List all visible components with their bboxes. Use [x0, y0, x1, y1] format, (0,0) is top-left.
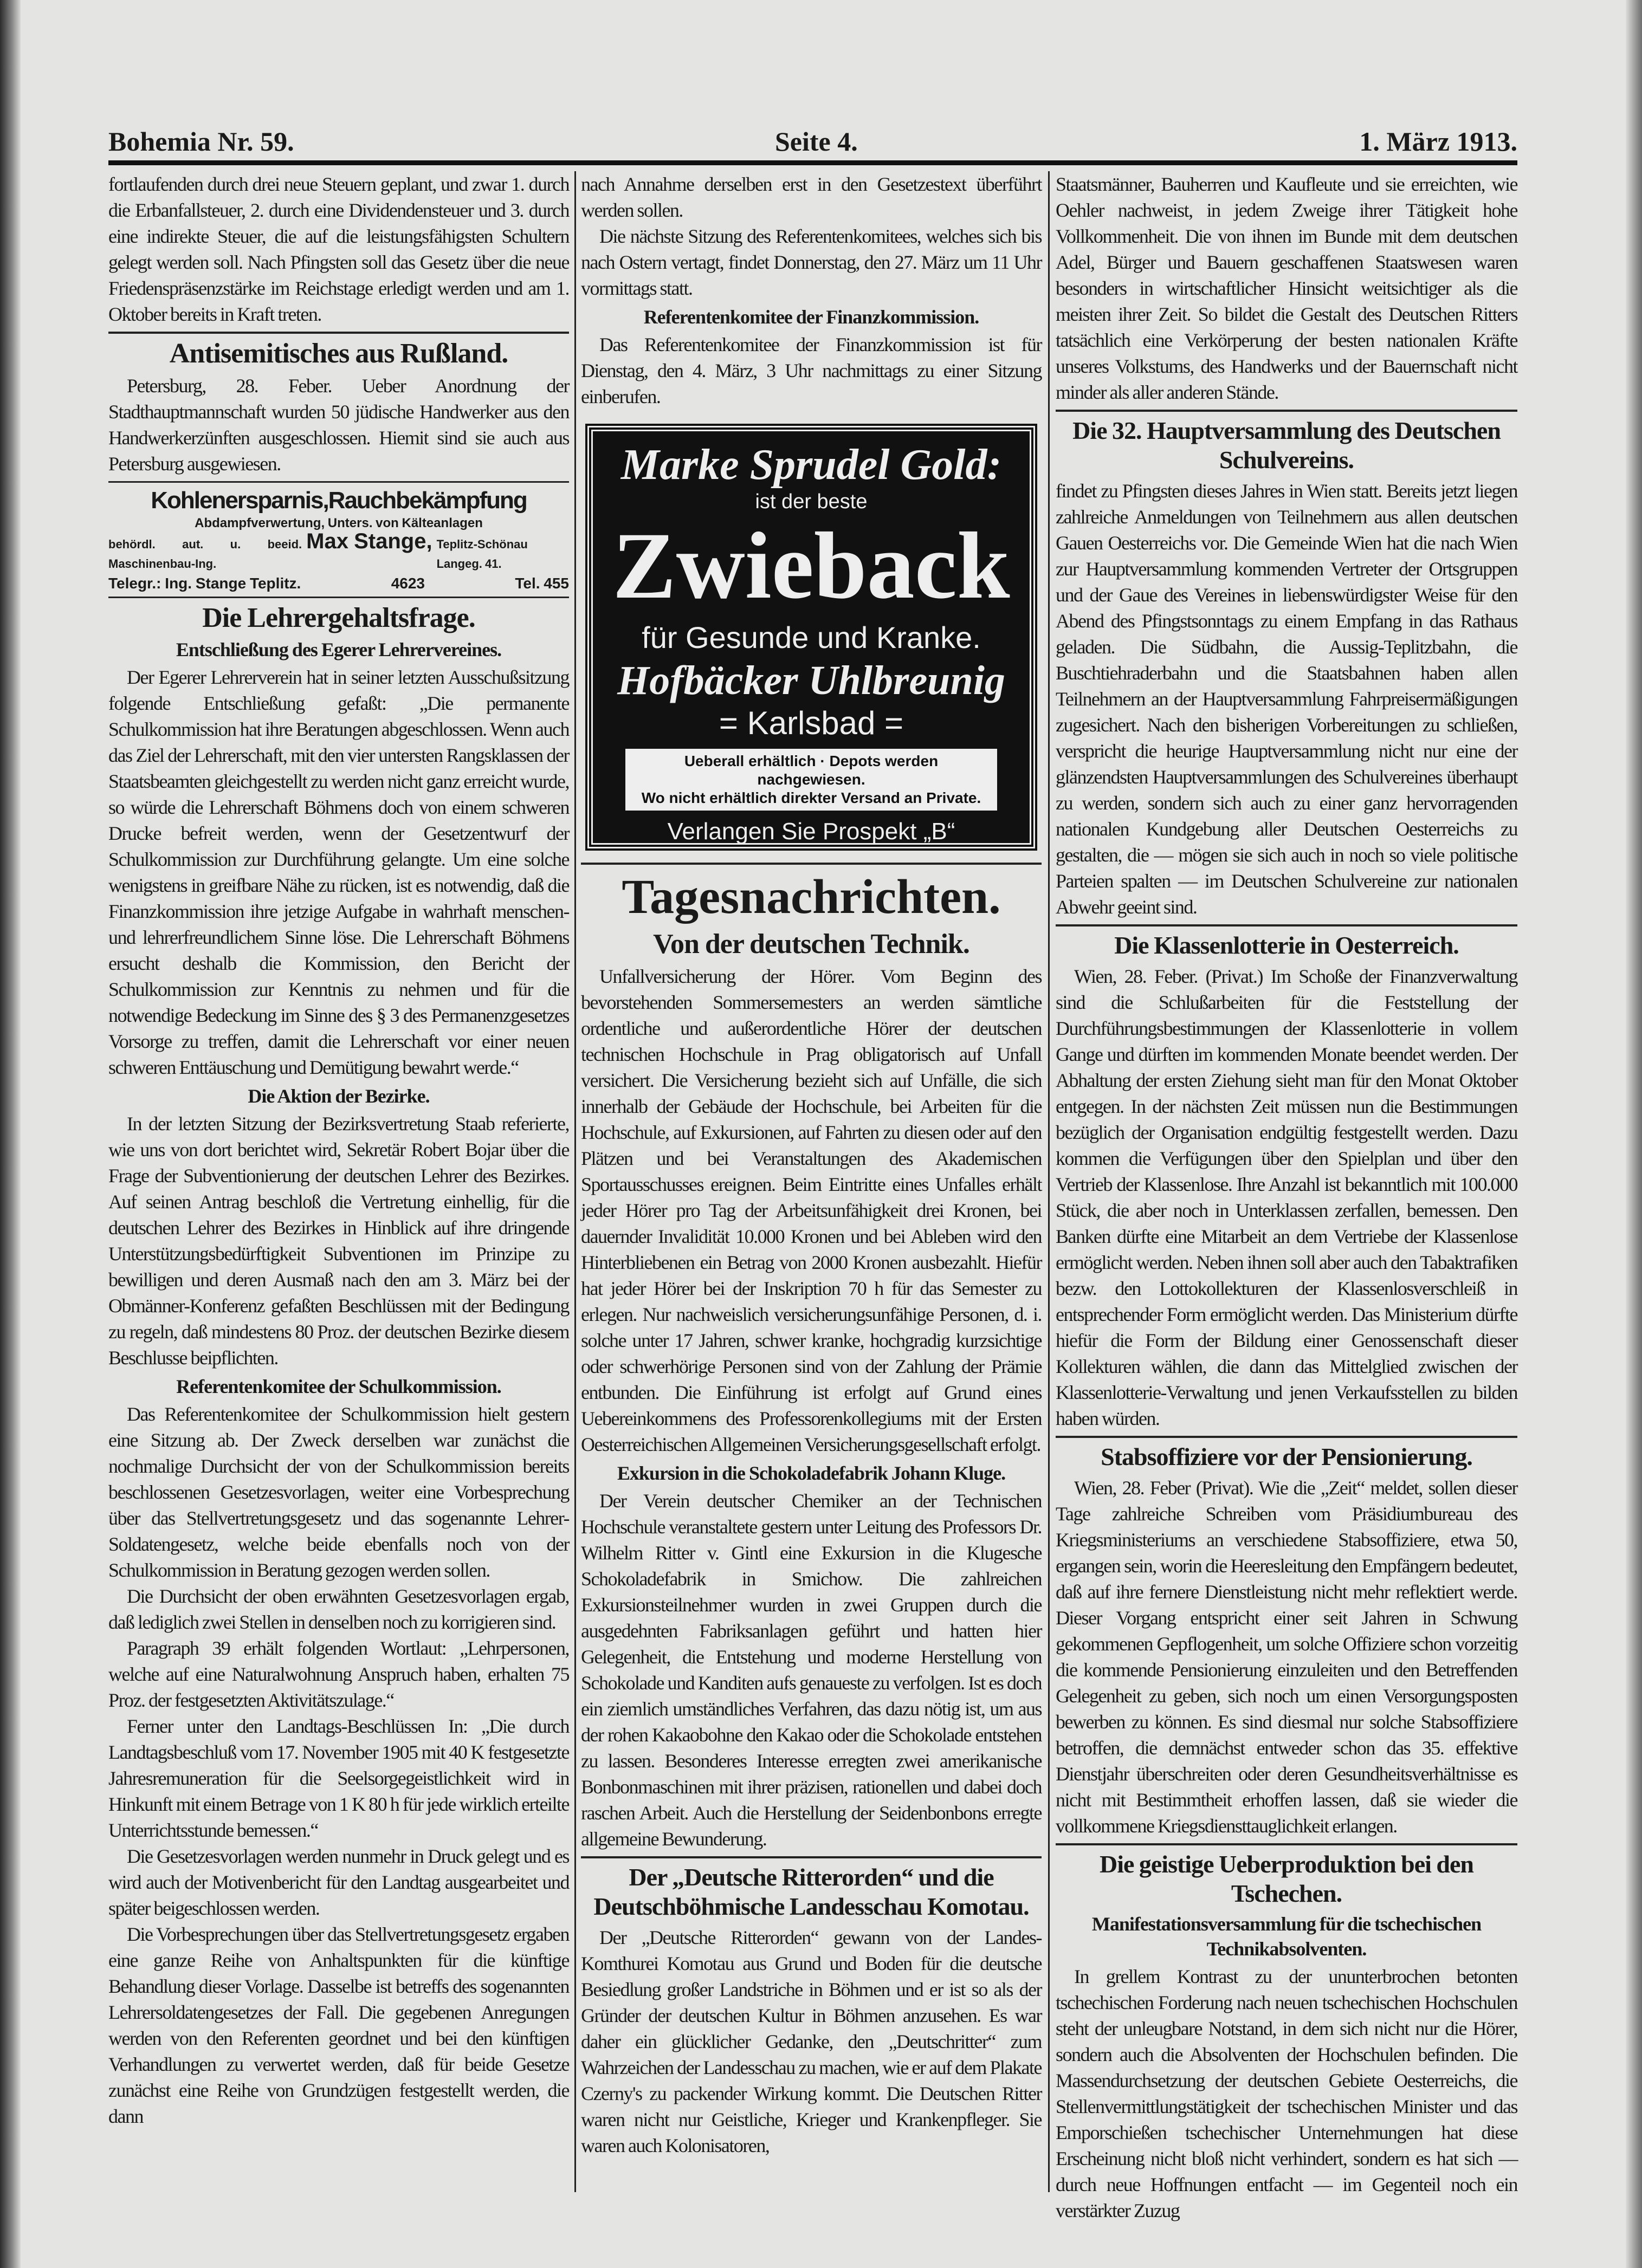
article-text: In der letzten Sitzung der Bezirksvertretung Staab referierte, wie uns von dort berichtet wird, Sekretär Robert Bojar über die Frage der Subventionierung der deutschen Lehrer des Bezirkes. Auf seinen Antrag beschloß die Vertretung einhellig, für die deutschen Lehrer des Bezirkes in Hinblick auf ihre dringende Unterstützungsbedürftigkeit Subventionen im Prinzipe zu bewilligen und deren Ausmaß nach den am 3. März bei der Obmänner-Konferenz gefaßten Beschlüssen mit der Bedingung zu regeln, daß mindestens 80 Proz. der deutschen Bezirke diesem Beschlusse beipflichten. — [108, 1113, 569, 1369]
headline: Von der deutschen Technik. — [653, 929, 969, 960]
ad-maker: Hofbäcker Uhlbreunig — [617, 658, 1005, 703]
scan-edge-right — [1626, 0, 1642, 2268]
issue-date: 1. März 1913. — [1359, 126, 1517, 157]
article-text: Ferner unter den Landtags-Beschlüssen In: „Die durch Landtagsbeschluß vom 17. November 1905 mit 40 K festgesetzte Jahresremuneration für die Seelsorgegeistlichkeit wird in Hinkunft mit einem Betrage von 1 K 80 h für jede wirklich erteilte Unterrichtsstunde bemessen.“ — [108, 1715, 569, 1841]
headline: Stabsoffiziere vor der Pensionierung. — [1101, 1443, 1472, 1470]
column-2 — [581, 171, 1042, 2159]
ad-product: Zwieback — [612, 513, 1010, 619]
ad-title: Kohlenersparnis,Rauchbekämpfung — [151, 487, 527, 514]
headline: Die Klassenlotterie in Oesterreich. — [1114, 931, 1459, 959]
paper-name: Bohemia Nr. 59. — [108, 126, 294, 157]
ad-text: für Gesunde und Kranke. — [642, 620, 981, 655]
ad-telegram: Telegr.: Ing. Stange Teplitz. — [108, 575, 301, 592]
ad-text: Wo nicht erhältlich direkter Versand an Private. — [641, 789, 981, 806]
ad-phone: Tel. 455 — [515, 575, 569, 592]
article-text: nach Annahme derselben erst in den Gesetzestext überführt werden sollen. — [581, 173, 1042, 221]
article-text: Wien, 28. Feber. (Privat.) Im Schoße der Finanzverwaltung sind die Schlußarbeiten für die Feststellung der Durchführungsbestimmungen der Klassenlotterie in vollem Gange und dürften im kommenden Monate beendet werden. Der Abhaltung der ersten Ziehung sieht man für den Monat Oktober entgegen. In der nächsten Zeit müssen nun die Bestimmungen bezüglich der Organisation endgültig festgestellt werden. Dazu kommen die Verfügungen über den Spielplan und über den Vertrieb der Klassenlose. Ihre Anzahl ist bekanntlich mit 100.000 Stück, die aber noch in Unterklassen zerfallen, bemessen. Den Banken dürfte eine Mitarbeit an dem Vertriebe der Klassenlose ermöglicht werden. Neben ihnen soll aber auch den Tabaktrafiken bezw. den Lottokollekturen der Klassenlosverschleiß in entsprechender Form ermöglicht werden. Das Ministerium dürfte hiefür die Form der Bildung einer Genossenschaft dieser Kollekturen wählen, die dann das Mittelglied zwischen der Klassenlotterie-Verwaltung und jenen Verkaufsstellen zu bilden haben würden. — [1056, 965, 1517, 1429]
article-text: Die Durchsicht der oben erwähnten Gesetzesvorlagen ergab, daß lediglich zwei Stellen in denselben noch zu korrigieren sind. — [108, 1585, 569, 1633]
subheadline: Exkursion in die Schokoladefabrik Johann Kluge. — [617, 1462, 1006, 1484]
column-3 — [1056, 171, 1517, 2224]
subheadline: Entschließung des Egerer Lehrervereines. — [176, 639, 502, 660]
ad-text: Verlangen Sie Prospekt „B“ — [667, 818, 955, 845]
subheadline: Manifestationsversammlung für die tschechischen Technikabsolventen. — [1091, 1913, 1482, 1960]
separator — [1056, 924, 1517, 926]
section-title: Tagesnachrichten. — [622, 870, 1001, 924]
article-text: Die Vorbesprechungen über das Stellvertretungsgesetz ergaben eine ganze Reihe von Anhaltspunkten für die künftige Behandlung dieser Vorlage. Dasselbe ist betreffs des sogenannten Lehrersoldatengesetzes der Fall. Die gegebenen Anregungen werden von den Referenten geordnet und bei den künftigen Verhandlungen zu verwertet werden, daß für beide Gesetze zunächst eine Reihe von Grundzügen festgestellt werden, die dann — [108, 1923, 569, 2127]
article-text: Die Gesetzesvorlagen werden nunmehr in Druck gelegt und es wird auch der Motivenbericht für den Landtag ausgearbeitet und später beigeschlossen werden. — [108, 1845, 569, 1919]
article-text: fortlaufenden durch drei neue Steuern geplant, und zwar 1. durch die Erbanfallsteuer, 2. durch eine Dividendensteuer und 3. durch eine indirekte Steuer, die auf die leistungsfähigsten Schultern gelegt werden soll. Nach Pfingsten soll das Gesetz über die neue Friedenspräsenzstärke im Reichstage erledigt werden und am 1. Oktober bereits in Kraft treten. — [108, 173, 569, 325]
headline: Der „Deutsche Ritterorden“ und die Deutschböhmische Landesschau Komotau. — [593, 1863, 1029, 1920]
headline: Die geistige Ueberproduktion bei den Tschechen. — [1099, 1850, 1474, 1907]
article-text: In grellem Kontrast zu der ununterbrochen betonten tschechischen Forderung nach neuen tschechischen Hochschulen steht der unleugbare Notstand, in dem sich nicht nur die Hörer, sondern auch die Absolventen der Hochschulen befinden. Die Massendurchsetzung der deutschen Gebiete Oesterreichs, die Stellenvermittlungstätigkeit der tschechischen Minister und das Emporschießen tschechischer Unternehmungen hat diese Erscheinung nicht bloß nicht verhindert, sondern es hat sich — durch neue Hoffnungen entfacht — im Gegenteil noch ein verstärkter Zuzug — [1056, 1966, 1517, 2221]
ad-text: ist der beste — [755, 490, 868, 513]
separator — [1056, 1843, 1517, 1845]
article-text: Das Referentenkomitee der Schulkommission hielt gestern eine Sitzung ab. Der Zweck derselben war zunächst die nochmalige Durchsicht der von der Schulkommission bereits beschlossenen Gesetzesvorlagen, weiter eine Vorbesprechung über das Stellvertretungsgesetz und das sogenannte Lehrer-Soldatengesetz, welche beide ebenfalls noch von der Schulkommission in Beratung gezogen werden sollen. — [108, 1403, 569, 1581]
ad-brand: Marke Sprudel Gold: — [620, 441, 1002, 489]
article-text: Staatsmänner, Bauherren und Kaufleute und sie erreichten, wie Oehler nachweist, in jedem Zweige ihrer Tätigkeit hohe Vollkommenheit. Die von ihnen im Bunde mit dem deutschen Adel, Bürger und Bauern geschaffenen Staatswesen waren besonders in wirtschaftlicher Hinsicht weitsichtiger als die meisten ihrer Zeit. So bildet die Gestalt des Deutschen Ritters tatsächlich eine Verkörperung der besten nationalen Kräfte unseres Volkstums, des Handwerks und der Bauernschaft nicht minder als aller anderen Stände. — [1056, 173, 1517, 403]
ad-number: 4623 — [391, 575, 425, 592]
column-divider — [1048, 171, 1050, 2192]
article-text: Das Referentenkomitee der Finanzkommission ist für Dienstag, den 4. März, 3 Uhr nachmittags zu einer Sitzung einberufen. — [581, 334, 1042, 407]
article-text: Paragraph 39 erhält folgenden Wortlaut: „Lehrpersonen, welche auf eine Naturalwohnung Anspruch haben, erhalten 75 Proz. der festgesetzten Aktivitätszulage.“ — [108, 1637, 569, 1711]
subheadline: Die Aktion der Bezirke. — [248, 1085, 430, 1107]
article-text: Unfallversicherung der Hörer. Vom Beginn des bevorstehenden Sommersemesters an werden sämtliche ordentliche und außerordentliche Hörer der deutschen technischen Hochschule in Prag obligatorisch auf Unfall versichert. Die Versicherung bezieht sich auf Unfälle, die sich innerhalb der Gebäude der Hochschule, bei Arbeiten für die Hochschule, auf Exkursionen, auf Fahrten zu diesen oder auf den Plätzen und bei Veranstaltungen des Akademischen Sportausschusses ereignen. Beim Eintritte eines Unfalles erhält jeder Hörer pro Tag der Arbeitsunfähigkeit drei Kronen, bei dauernder Invalidität 10.000 Kronen und bei Ableben wird den Hinterbliebenen ein Betrag von 2000 Kronen ausbezahlt. Hiefür hat jeder Hörer bei der Inskription 70 h für das Semester zu erlegen. Nur nachweislich versicherungsunfähige Personen, d. i. solche unter 17 Jahren, schwer kranke, hochgradig kurzsichtige oder schwerhörige Personen sind von der Zahlung der Prämie entbunden. Die Einführung ist erfolgt auf Grund eines Uebereinkommens des Professorenkollegiums mit der Ersten Oesterreichischen Allgemeinen Versicherungsgesellschaft erfolgt. — [581, 965, 1042, 1455]
separator — [581, 863, 1042, 865]
ad-location: = Karlsbad = — [719, 705, 904, 741]
column-1 — [108, 171, 569, 2129]
subheadline: Referentenkomitee der Schulkommission. — [176, 1376, 501, 1397]
scan-edge-left — [0, 0, 21, 2268]
article-text: Die nächste Sitzung des Referentenkomitees, welches sich bis nach Ostern vertagt, findet Donnerstag, den 27. März um 11 Uhr vormittags statt. — [581, 225, 1042, 299]
header-rule — [108, 160, 1517, 165]
separator — [108, 332, 569, 334]
subheadline: Referentenkomitee der Finanzkommission. — [643, 306, 979, 328]
headline: Die Lehrergehaltsfrage. — [202, 602, 475, 633]
ad-address: Teplitz-Schönau Langeg. 41. — [436, 537, 528, 571]
ad-text: Ueberall erhältlich · Depots werden nachgewiesen. — [684, 753, 939, 788]
separator — [581, 1856, 1042, 1858]
column-divider — [574, 171, 576, 2192]
headline: Antisemitisches aus Rußland. — [169, 338, 508, 369]
separator — [1056, 410, 1517, 412]
article-text: findet zu Pfingsten dieses Jahres in Wien statt. Bereits jetzt liegen zahlreiche Anmeldungen von Teilnehmern aus allen deutschen Gauen Oesterreichs vor. Die Gemeinde Wien hat die nach Wien zur Hauptversammlung kommenden Vertreter der Ortsgruppen und der Gaue des Vereines in liebenswürdigster Weise für den Abend des Pfingstsonntags zu einem Empfang in das Rathaus geladen. Die Südbahn, die Aussig-Teplitzbahn, die Buschtiehraderbahn und die Staatsbahnen haben allen Teilnehmern an der Hauptversammlung Fahrpreisermäßigungen zugesichert. Nach den bisherigen Vorbereitungen zu schließen, verspricht die heurige Hauptversammlung nicht nur eine der glänzendsten Hauptversammlungen des Schulvereines überhaupt zu werden, sondern sich auch zu einer ganz hervorragenden nationalen Kundgebung aller Deutschen Oesterreichs zu gestalten, die — mögen sie sich auch in noch so viele politische Parteien spalten — im Deutschen Schulvereine zur nationalen Abwehr geeint sind. — [1056, 480, 1517, 918]
ad-subtitle: Abdampfverwertung, Unters. von Kälteanlagen — [195, 516, 483, 530]
classified-ad — [108, 481, 569, 598]
ad-text: behördl. aut. u. beeid. Maschinenbau-Ing. — [108, 537, 302, 571]
ad-name: Max Stange, — [306, 529, 432, 553]
page-number: Seite 4. — [775, 126, 858, 157]
article-text: Wien, 28. Feber (Privat). Wie die „Zeit“ meldet, sollen dieser Tage zahlreiche Schreiben vom Präsidiumbureau des Kriegsministeriums an verschiedene Stabsoffiziere, etwa 50, ergangen sein, worin die Heeresleitung den Empfängern bedeutet, daß auf ihre fernere Dienstleistung nicht mehr reflektiert werde. Dieser Vorgang entspricht einer seit Jahren in Schwung gekommenen Gepflogenheit, um solche Offiziere schon vorzeitig die kommende Pensionierung einzuleiten und den Betreffenden Gelegenheit zu geben, sich noch um einen Versorgungsposten bewerben zu können. Es sind diesmal nur solche Stabsoffiziere betroffen, die demnächst entweder schon das 35. effektive Dienstjahr überschreiten oder deren Gesundheitsverhältnisse es nicht mit Bestimmtheit erhoffen lassen, daß sie wieder die vollkommene Kriegsdiensttauglichkeit erlangen. — [1056, 1477, 1517, 1837]
article-text: Der Egerer Lehrerverein hat in seiner letzten Ausschußsitzung folgende Entschließung gefaßt: „Die permanente Schulkommission hat ihre Beratungen abgeschlossen. Wenn auch das Ziel der Lehrerschaft, mit den vier untersten Rangsklassen der Staatsbeamten gleichgestellt zu werden nicht ganz erreicht wurde, so würde die Lehrerschaft Böhmens doch von einem schweren Drucke befreit werden, wenn der Gesetzentwurf der Schulkommission zur Durchführung gelangte. Um eine solche wenigstens in greifbare Nähe zu rücken, ist es notwendig, daß die Finanzkommission ihre jetzige Aufgabe in wahrhaft menschen- und lehrerfreundlichem Sinne löse. Die Lehrerschaft Böhmens ersucht deshalb die Kommission, den Bericht der Schulkommission zur Kenntnis zu nehmen und für die notwendige Bedeckung im Sinne des § 3 des Permanenzgesetzes Vorsorge zu treffen, damit die Lehrerschaft vor einer neuen schweren Enttäuschung und Demütigung bewahrt werde.“ — [108, 666, 569, 1078]
separator — [1056, 1436, 1517, 1438]
headline: Die 32. Hauptversammlung des Deutschen Schulvereins. — [1072, 417, 1501, 474]
page-header — [108, 126, 1517, 158]
article-text: Petersburg, 28. Feber. Ueber Anordnung der Stadthauptmannschaft wurden 50 jüdische Handwerker aus den Handwerkerzünften ausgeschlossen. Hiemit sind sie auch aus Petersburg ausgewiesen. — [108, 375, 569, 475]
article-text: Der Verein deutscher Chemiker an der Technischen Hochschule veranstaltete gestern unter Leitung des Professors Dr. Wilhelm Ritter v. Gintl eine Exkursion in die Klugesche Schokoladefabrik in Smichow. Die zahlreichen Exkursionsteilnehmer wurden in zwei Gruppen durch die ausgedehnten Fabriksanlagen geführt und hatten hier Gelegenheit, die Entstehung und moderne Herstellung von Schokolade und Kanditen aufs genaueste zu verfolgen. Ist es doch ein ziemlich umständliches Verfahren, das dazu nötig ist, um aus der rohen Kakaobohne den Kakao oder die Schokolade entstehen zu lassen. Besonderes Interesse erregten zwei amerikanische Bonbonmaschinen mit ihrer präzisen, rationellen und dabei doch raschen Arbeit. Auch die Herstellung der Seidenbonbons erregte allgemeine Bewunderung. — [581, 1490, 1042, 1850]
zwieback-advertisement — [587, 426, 1035, 848]
article-text: Der „Deutsche Ritterorden“ gewann von der Landes-Komthurei Komotau aus Grund und Boden für die deutsche Besiedlung großer Landstriche in Böhmen und er ist so als der Gründer der deutschen Kultur in Böhmen anzusehen. Es war daher ein glücklicher Gedanke, den „Deutschritter“ zum Wahrzeichen der Landesschau zu machen, wie er auf dem Plakate Czerny's zu packender Wirkung kommt. Die Deutschen Ritter waren nicht nur Geistliche, Krieger und Krankenpfleger. Sie waren auch Kolonisatoren, — [581, 1927, 1042, 2156]
